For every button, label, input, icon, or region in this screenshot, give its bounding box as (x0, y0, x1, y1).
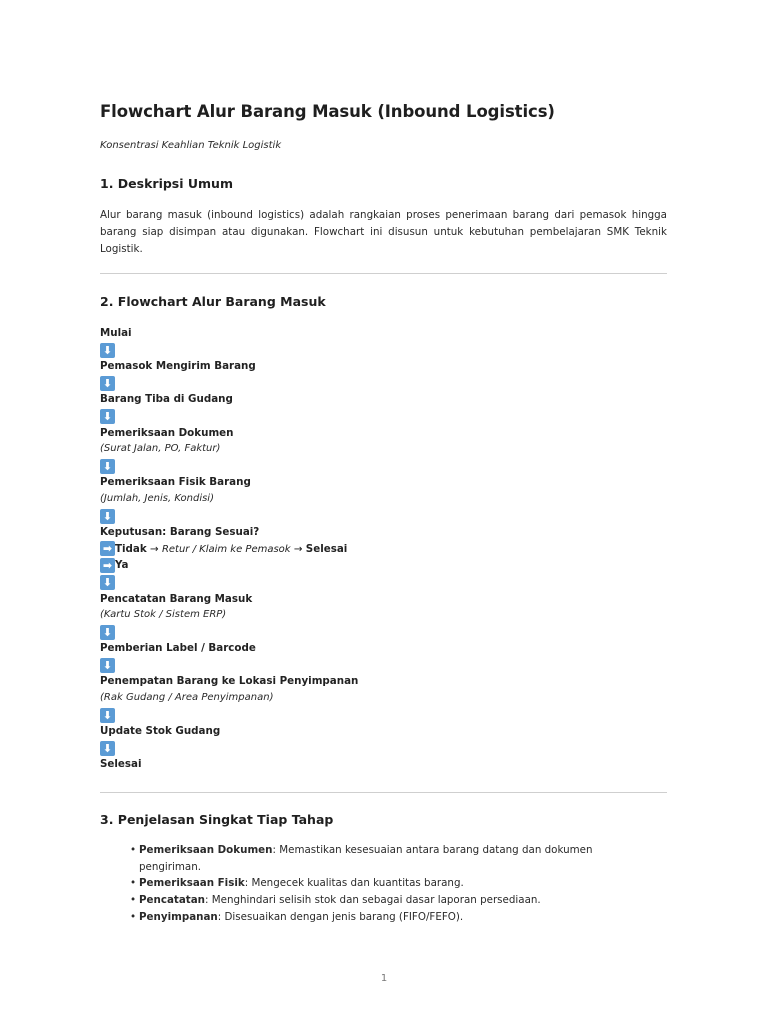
branch-ya (100, 557, 667, 574)
flow-step-2: Barang Tiba di Gudang (100, 393, 233, 406)
document-subtitle: Konsentrasi Keahlian Teknik Logistik (100, 140, 282, 151)
flow-step-6: Pemberian Label / Barcode (100, 642, 256, 655)
flow-step-7-note: (Rak Gudang / Area Penyimpanan) (100, 692, 274, 704)
section-3-heading: 3. Penjelasan Singkat Tiap Tahap (100, 812, 334, 827)
down-arrow-icon: ⬇ (100, 343, 115, 358)
document-title: Flowchart Alur Barang Masuk (Inbound Logistics) (100, 102, 555, 121)
flow-decision: Keputusan: Barang Sesuai? (100, 526, 260, 539)
list-item-term: Penyimpanan (139, 910, 218, 923)
list-item (130, 909, 650, 926)
branch-ya-label: Ya (115, 559, 129, 572)
down-arrow-icon: ⬇ (100, 376, 115, 391)
flow-step-3: Pemeriksaan Dokumen (100, 426, 234, 439)
flowchart (100, 325, 667, 773)
bullet: • (130, 844, 137, 856)
section-2-heading: 2. Flowchart Alur Barang Masuk (100, 294, 326, 309)
flow-step-5-note: (Kartu Stok / Sistem ERP) (100, 609, 227, 621)
divider (100, 273, 667, 274)
right-arrow-icon: ➡ (100, 541, 115, 556)
list-item-text: : Memastikan kesesuaian antara barang datang dan dokumen pengiriman. (139, 844, 593, 873)
branch-tidak (100, 541, 667, 558)
flow-step-start: Mulai (100, 327, 132, 339)
list-item-term: Pemeriksaan Dokumen (139, 844, 273, 856)
down-arrow-icon: ⬇ (100, 575, 115, 590)
branch-tidak-action: Retur / Klaim ke Pemasok (161, 543, 291, 555)
down-arrow-row (100, 624, 667, 641)
down-arrow-icon: ⬇ (100, 409, 115, 424)
explanation-list (130, 842, 650, 926)
bullet: • (130, 877, 137, 890)
flow-step-1: Pemasok Mengirim Barang (100, 360, 256, 373)
flow-step-5: Pencatatan Barang Masuk (100, 592, 253, 605)
down-arrow-row (100, 375, 667, 392)
bullet: • (130, 894, 137, 907)
down-arrow-icon: ⬇ (100, 741, 115, 756)
section-1-heading: 1. Deskripsi Umum (100, 176, 233, 191)
down-arrow-row (100, 458, 667, 475)
list-item-text: : Disesuaikan dengan jenis barang (FIFO/FEFO). (217, 910, 464, 923)
branch-tidak-label: Tidak (115, 542, 147, 555)
flow-step-4-note: (Jumlah, Jenis, Kondisi) (100, 492, 214, 504)
flow-step-4: Pemeriksaan Fisik Barang (100, 476, 251, 489)
down-arrow-icon: ⬇ (100, 658, 115, 673)
down-arrow-row (100, 707, 667, 724)
down-arrow-row (100, 342, 667, 359)
down-arrow-row (100, 740, 667, 757)
divider (100, 792, 667, 793)
down-arrow-icon: ⬇ (100, 509, 115, 524)
down-arrow-row (100, 508, 667, 525)
flow-step-7: Penempatan Barang ke Lokasi Penyimpanan (100, 675, 359, 688)
down-arrow-icon: ⬇ (100, 708, 115, 723)
section-1-text: Alur barang masuk (inbound logistics) adalah rangkaian proses penerimaan barang dari pemasok hingga barang siap disimpan atau digunakan. Flowchart ini disusun untuk kebutuhan pembelajaran SMK Teknik Logistik. (100, 209, 667, 255)
flow-step-3-note: (Surat Jalan, PO, Faktur) (100, 443, 221, 455)
list-item-text: : Menghindari selisih stok dan sebagai dasar laporan persediaan. (205, 894, 541, 907)
list-item-term: Pencatatan (139, 894, 205, 907)
down-arrow-row (100, 408, 667, 425)
list-item (130, 892, 650, 909)
down-arrow-row (100, 574, 667, 591)
branch-tidak-end: Selesai (305, 542, 348, 555)
down-arrow-icon: ⬇ (100, 459, 115, 474)
page-number: 1 (380, 973, 388, 984)
arrow-text: → (293, 542, 303, 555)
down-arrow-icon: ⬇ (100, 625, 115, 640)
list-item-term: Pemeriksaan Fisik (139, 877, 245, 890)
flow-step-end: Selesai (100, 758, 142, 771)
down-arrow-row (100, 657, 667, 674)
list-item-text: : Mengecek kualitas dan kuantitas barang. (244, 877, 464, 890)
list-item (130, 875, 650, 892)
list-item (130, 842, 650, 875)
flow-step-8: Update Stok Gudang (100, 725, 221, 738)
bullet: • (130, 910, 137, 923)
right-arrow-icon: ➡ (100, 558, 115, 573)
arrow-text: → (150, 542, 159, 555)
